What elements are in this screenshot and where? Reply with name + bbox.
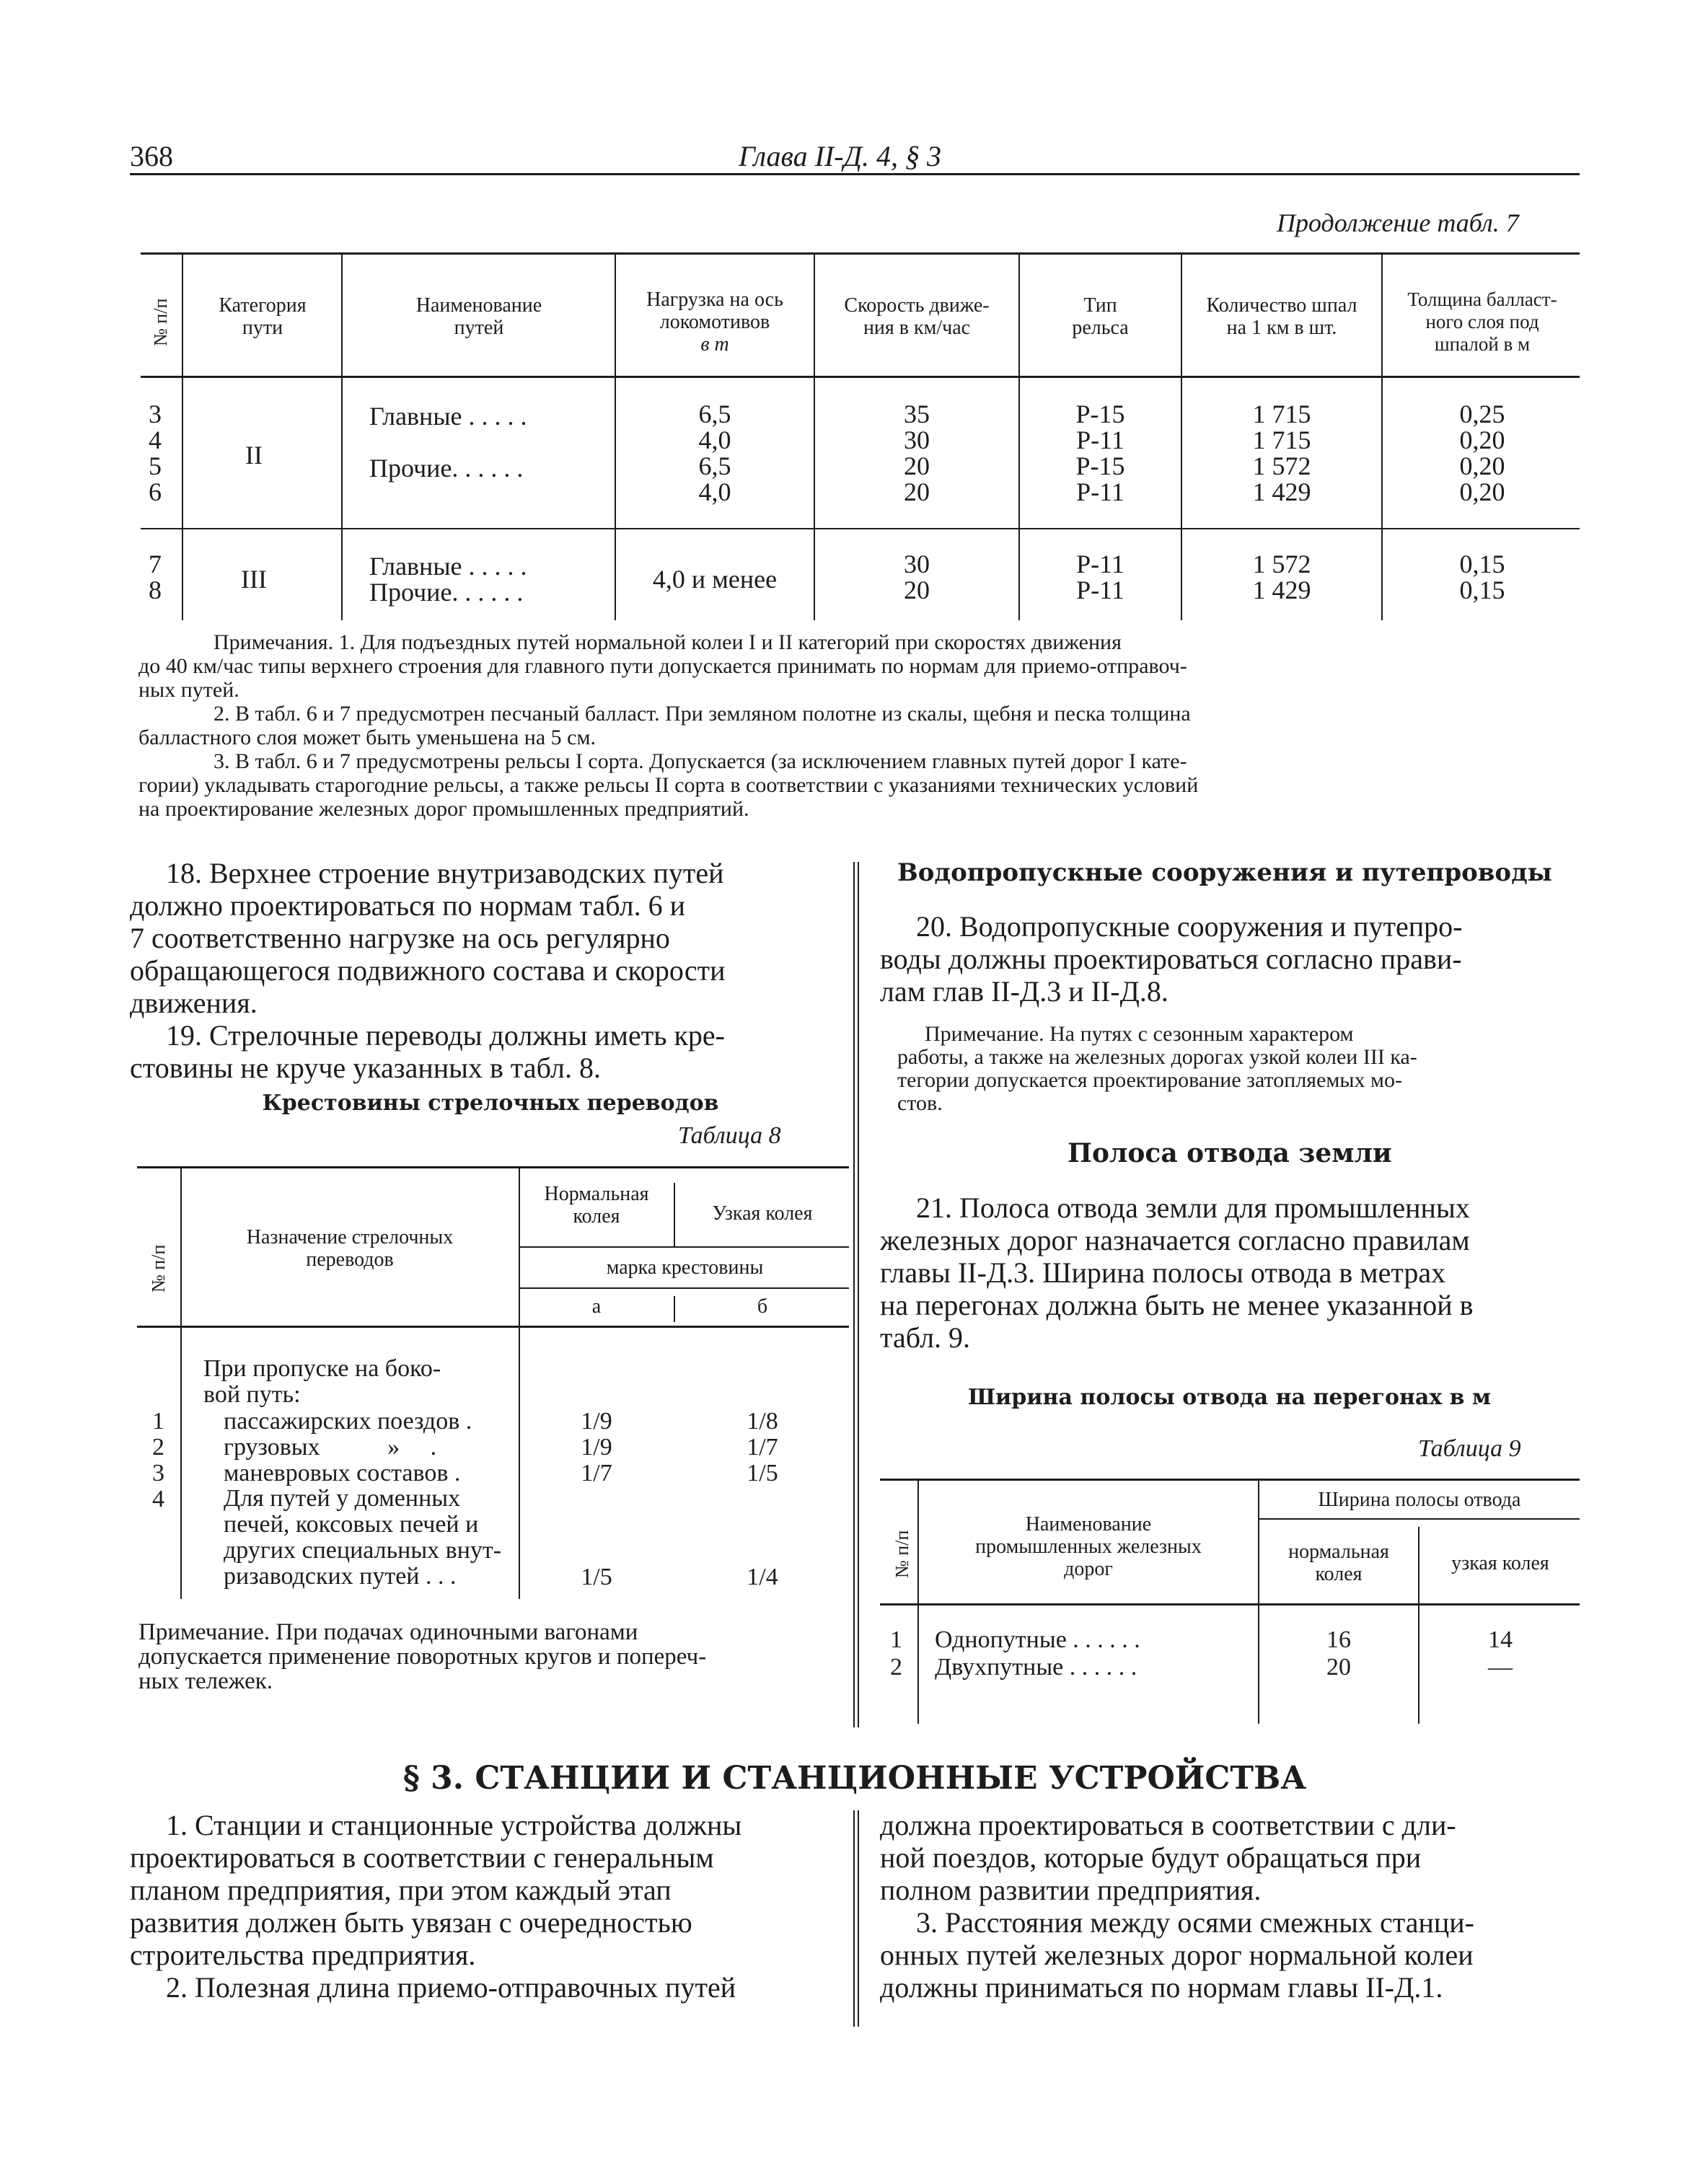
para21-line: на перегонах должна быть не менее указанной в <box>880 1289 1474 1321</box>
para20-line: воды должны проектироваться согласно прави- <box>880 943 1462 975</box>
table8-row-a: 1/7 <box>581 1460 612 1486</box>
table8-vline <box>674 1183 675 1248</box>
table8-head-rule <box>137 1326 849 1328</box>
table8-header-purpose-l1: Назначение стрелочных <box>246 1226 454 1248</box>
table7-ballast: 0,15 <box>1459 576 1505 604</box>
table8-row4-line: печей, коксовых печей и <box>224 1511 479 1538</box>
table7-rail: Р-11 <box>1076 576 1124 604</box>
table7-group1-name-other: Прочие. . . . . . <box>369 454 524 483</box>
table7-header-category-l1: Категория <box>219 294 307 317</box>
table9-top-rule <box>880 1479 1580 1481</box>
para21-line: табл. 9. <box>880 1321 971 1354</box>
table9-header-name <box>920 1513 1256 1580</box>
table7-header-speed-l1: Скорость движе- <box>844 294 990 317</box>
table7-speed: 20 <box>904 576 930 604</box>
table7-note-line: до 40 км/час типы верхнего строения для главного пути допускается принимать по нормам для приемо-отправоч- <box>138 654 1187 678</box>
table7-rail: Р-15 <box>1075 400 1125 428</box>
table9-row-normal: 20 <box>1326 1654 1351 1681</box>
table9-header-width: Ширина полосы отвода <box>1318 1489 1521 1511</box>
section3-left-line: развития должен быть увязан с очередностью <box>130 1906 692 1939</box>
table8-vline <box>180 1166 182 1599</box>
table8-header-purpose <box>183 1226 516 1271</box>
table7-header-sleepers <box>1184 294 1380 339</box>
table7-rail: Р-11 <box>1076 426 1124 454</box>
table8-title: Крестовины стрелочных переводов <box>262 1091 719 1116</box>
table7-header-ballast-l1: Толщина балласт- <box>1407 288 1557 310</box>
para21-line: железных дорог назначается согласно правилам <box>880 1224 1470 1256</box>
table7-sleepers: 1 572 <box>1252 452 1311 480</box>
table7-group-rule <box>141 528 1580 529</box>
table7-group1-ballast <box>1384 401 1580 505</box>
table7-load: 6,5 <box>698 400 731 428</box>
para20-line: 20. Водопропускные сооружения и путепро- <box>916 910 1463 943</box>
table8-intro <box>203 1356 441 1408</box>
table9-header-narrow: узкая колея <box>1451 1552 1549 1574</box>
table7-header-rail-l2: рельса <box>1072 317 1129 339</box>
table9-header-normal-l1: нормальная <box>1288 1541 1389 1563</box>
para19-line: стовины не круче указанных в табл. 8. <box>130 1052 601 1084</box>
column-divider <box>853 862 855 1727</box>
table7-group2-name-main: Главные . . . . . <box>369 552 527 581</box>
table9-row-no: 2 <box>890 1654 902 1681</box>
table7-vline <box>615 252 616 620</box>
para18-line: движения. <box>130 987 257 1019</box>
page-number: 368 <box>130 140 173 172</box>
table7-row-no: 7 <box>149 550 162 578</box>
section3-left-line: 1. Станции и станционные устройства должны <box>166 1809 742 1841</box>
heading-land-strip: Полоса отвода земли <box>1068 1138 1392 1168</box>
table7-sleepers: 1 715 <box>1252 426 1311 454</box>
table7-row-no: 4 <box>149 426 162 454</box>
table7-sleepers: 1 572 <box>1252 550 1311 578</box>
table7-group2-sleepers <box>1184 551 1380 603</box>
table8-row4-b: 1/4 <box>747 1564 778 1590</box>
table7-note-line: балластного слоя может быть уменьшена на 5 см. <box>138 726 596 749</box>
table8-row-a: 1/9 <box>581 1408 612 1435</box>
table8-row-a: 1/9 <box>581 1434 612 1461</box>
table8-intro-line: При пропуске на боко- <box>203 1355 441 1382</box>
table9-row-narrow: 14 <box>1488 1626 1513 1653</box>
table9-header-no: № п/п <box>892 1530 912 1578</box>
table9-title: Ширина полосы отвода на перегонах в м <box>968 1385 1492 1410</box>
table7-header-load <box>617 288 812 356</box>
section3-right-line: 3. Расстояния между осями смежных станци- <box>916 1906 1474 1939</box>
paragraph-18 <box>130 857 726 1019</box>
header-rule <box>130 173 1580 175</box>
table7-continuation-label: Продолжение табл. 7 <box>1277 208 1519 237</box>
table7-sleepers: 1 429 <box>1252 576 1311 604</box>
table7-load: 6,5 <box>698 452 731 480</box>
table7-sleepers: 1 715 <box>1252 400 1311 428</box>
table7-header-ballast-l2: ного слоя под <box>1425 311 1539 332</box>
table7-speed: 30 <box>904 550 930 578</box>
section3-right-line: должна проектироваться в соответствии с дли- <box>880 1809 1456 1841</box>
section3-right-line: полном развитии предприятия. <box>880 1874 1262 1906</box>
table7-header-ballast <box>1384 288 1580 356</box>
table7-header-category-l2: пути <box>242 317 283 339</box>
table8-row-b: 1/5 <box>747 1460 778 1486</box>
table8-row-no: 3 <box>152 1460 164 1486</box>
table7-header-sleepers-l1: Количество шпал <box>1206 294 1357 317</box>
table7-header-speed <box>816 294 1017 339</box>
note20-line: работы, а также на железных дорогах узкой колеи III ка- <box>897 1045 1417 1069</box>
table9-mid-rule <box>1258 1518 1580 1520</box>
table8-mid-rule <box>519 1246 849 1248</box>
table7-note-line: на проектирование железных дорог промышленных предприятий. <box>138 797 749 821</box>
table8-header-normal <box>521 1183 672 1228</box>
table8-header-purpose-l2: переводов <box>306 1248 394 1271</box>
paragraph-19 <box>130 1019 725 1084</box>
table9-row-name: Однопутные . . . . . . <box>935 1626 1140 1653</box>
section3-right-line: ной поездов, которые будут обращаться при <box>880 1841 1422 1874</box>
table7-top-rule <box>141 252 1580 255</box>
note20-line: Примечание. На путях с сезонным характером <box>925 1022 1354 1046</box>
table7-rail: Р-11 <box>1076 477 1124 506</box>
table8-row4-line: ризаводских путей . . . <box>224 1563 457 1590</box>
table8-vline <box>519 1166 520 1599</box>
table7-ballast: 0,20 <box>1459 452 1505 480</box>
paragraph-21 <box>880 1191 1474 1354</box>
table7-group1-loads <box>617 401 812 505</box>
table9-header-name-l1: Наименование <box>1025 1513 1152 1536</box>
table7-row-no: 5 <box>149 452 162 480</box>
table7-speed: 20 <box>904 452 930 480</box>
table7-speed: 35 <box>904 400 930 428</box>
table7-ballast: 0,15 <box>1459 550 1505 578</box>
note20-line: стов. <box>897 1091 943 1115</box>
table8-sub-b: б <box>757 1295 768 1318</box>
table8-header-normal-l1: Нормальная <box>544 1183 649 1205</box>
section3-left-line: планом предприятия, при этом каждый этап <box>130 1874 672 1906</box>
para21-line: главы II-Д.3. Ширина полосы отвода в метрах <box>880 1256 1446 1289</box>
table9-row-no: 1 <box>890 1626 902 1653</box>
table7-group2-category: III <box>241 565 267 594</box>
table7-ballast: 0,20 <box>1459 477 1505 506</box>
table8-row4-label <box>224 1486 501 1590</box>
table8-label: Таблица 8 <box>678 1122 781 1149</box>
table7-group2-ballast <box>1384 551 1580 603</box>
table7-ballast: 0,20 <box>1459 426 1505 454</box>
table7-header-load-l2: локомотивов <box>659 311 770 333</box>
table7-note-line: ных путей. <box>138 678 239 702</box>
table8-row-no: 1 <box>152 1408 164 1435</box>
section3-left-text <box>130 1809 741 2004</box>
para18-line: 18. Верхнее строение внутризаводских путей <box>166 857 724 889</box>
table7-header-name-l1: Наименование <box>415 294 542 317</box>
section3-right-line: должны приниматься по нормам главы II-Д.1. <box>880 1971 1443 2004</box>
table7-speed: 20 <box>904 477 930 506</box>
table9-row-normal: 16 <box>1326 1626 1351 1653</box>
table7-note-line: Примечания. 1. Для подъездных путей нормальной колеи I и II категорий при скоростях движения <box>214 630 1122 654</box>
note-20 <box>897 1023 1417 1115</box>
table7-group2-rails <box>1021 551 1179 603</box>
table8-row4-line: Для путей у доменных <box>224 1485 461 1512</box>
table8-subheader: марка крестовины <box>606 1256 764 1279</box>
note20-line: тегории допускается проектирование затопляемых мо- <box>897 1068 1403 1092</box>
table8-note <box>138 1620 706 1693</box>
table7-note-line: 2. В табл. 6 и 7 предусмотрен песчаный балласт. При земляном полотне из скалы, щебня и песка толщина <box>214 702 1191 726</box>
paragraph-20 <box>880 910 1462 1008</box>
table7-note-line: гории) укладывать старогодние рельсы, а также рельсы II сорта в соответствии с указаниями технических условий <box>138 773 1199 797</box>
table9-header-name-l3: дорог <box>1064 1558 1113 1580</box>
section3-divider <box>858 1810 859 2027</box>
column-divider <box>858 862 859 1727</box>
table7-row-no: 3 <box>149 400 162 428</box>
table7-vline <box>814 252 815 620</box>
table7-header-sleepers-l2: на 1 км в шт. <box>1226 317 1337 339</box>
table9-row-narrow: — <box>1488 1654 1513 1681</box>
para21-line: 21. Полоса отвода земли для промышленных <box>916 1191 1470 1224</box>
section3-left-line: 2. Полезная длина приемо-отправочных путей <box>166 1971 736 2004</box>
table7-group1-rails <box>1021 401 1179 505</box>
table7-header-name <box>345 294 613 339</box>
table8-note-line: ных тележек. <box>138 1668 273 1694</box>
table9-label: Таблица 9 <box>1418 1435 1521 1462</box>
table7-header-load-l1: Нагрузка на ось <box>646 288 783 311</box>
table8-row-b: 1/7 <box>747 1434 778 1461</box>
table7-header-ballast-l3: шпалой в м <box>1434 333 1531 355</box>
table8-row-label: грузовых » . <box>224 1434 437 1461</box>
table7-header-name-l2: путей <box>454 317 504 339</box>
table7-head-rule <box>141 376 1580 378</box>
table7-vline <box>1381 252 1383 620</box>
table7-group2-speeds <box>816 551 1017 603</box>
table9-vline <box>917 1479 919 1724</box>
table7-group2-load: 4,0 и менее <box>652 565 778 594</box>
table7-header-speed-l2: ния в км/час <box>863 317 971 339</box>
table7-load: 4,0 <box>698 426 731 454</box>
section-3-heading: § 3. СТАНЦИИ И СТАНЦИОННЫЕ УСТРОЙСТВА <box>402 1760 1307 1797</box>
section3-right-text <box>880 1809 1474 2004</box>
para18-line: должно проектироваться по нормам табл. 6 и <box>130 889 685 922</box>
table8-top-rule <box>137 1166 849 1168</box>
table8-row4-line: других специальных внут- <box>224 1537 502 1564</box>
table7-notes <box>138 630 1581 821</box>
table7-load: 4,0 <box>698 477 731 506</box>
table8-note-line: Примечание. При подачах одиночными вагонами <box>138 1619 638 1645</box>
table7-vline <box>1181 252 1182 620</box>
table8-row-label: пассажирских поездов . <box>224 1408 472 1435</box>
table8-header-narrow: Узкая колея <box>712 1202 813 1225</box>
para18-line: обращающегося подвижного состава и скорости <box>130 954 726 987</box>
table8-sub-a: а <box>591 1295 602 1318</box>
table7-sleepers: 1 429 <box>1252 477 1311 506</box>
para19-line: 19. Стрелочные переводы должны иметь кре- <box>166 1019 725 1052</box>
table7-header-rail <box>1021 294 1179 339</box>
para20-line: лам глав II-Д.3 и II-Д.8. <box>880 975 1168 1008</box>
table7-row-no: 8 <box>149 576 162 604</box>
table9-header-normal-l2: колея <box>1315 1563 1363 1585</box>
heading-culverts: Водопропускные сооружения и путепроводы <box>897 858 1552 887</box>
table8-row-b: 1/8 <box>747 1408 778 1435</box>
table7-ballast: 0,25 <box>1459 400 1505 428</box>
table7-header-category <box>186 294 339 339</box>
table8-note-line: допускается применение поворотных кругов и попереч- <box>138 1644 707 1670</box>
table8-header-normal-l2: колея <box>573 1205 620 1228</box>
table8-row-no: 2 <box>152 1434 164 1461</box>
table7-vline <box>182 252 183 620</box>
table8-row-label: маневровых составов . <box>224 1460 461 1486</box>
running-title: Глава II-Д. 4, § 3 <box>739 140 942 172</box>
table9-header-name-l2: промышленных железных <box>975 1536 1202 1558</box>
section3-left-line: проектироваться в соответствии с генеральным <box>130 1841 714 1874</box>
table7-rail: Р-15 <box>1075 452 1125 480</box>
table7-header-load-l3: в т <box>700 333 729 356</box>
table7-header-rail-l1: Тип <box>1083 294 1117 317</box>
table7-group1-nums <box>149 401 162 505</box>
table8-row4-a: 1/5 <box>581 1564 612 1590</box>
table7-group1-category: II <box>245 441 263 470</box>
table7-vline <box>341 252 343 620</box>
table7-group1-name-main: Главные . . . . . <box>369 402 527 431</box>
para18-line: 7 соответственно нагрузке на ось регулярно <box>130 922 670 954</box>
table8-vline <box>674 1296 675 1322</box>
section3-right-line: онных путей железных дорог нормальной колеи <box>880 1939 1474 1971</box>
table8-mid-rule <box>519 1287 849 1289</box>
table9-row-name: Двухпутные . . . . . . <box>935 1654 1137 1681</box>
table7-group1-speeds <box>816 401 1017 505</box>
section3-left-line: строительства предприятия. <box>130 1939 476 1971</box>
table9-vline <box>1258 1479 1259 1724</box>
table7-group1-sleepers <box>1184 401 1380 505</box>
table9-vline <box>1418 1527 1419 1724</box>
table7-group2-nums <box>149 551 162 603</box>
table7-vline <box>1018 252 1020 620</box>
table8-row-no: 4 <box>152 1486 164 1512</box>
table9-header-normal <box>1261 1541 1417 1585</box>
table8-intro-line: вой путь: <box>203 1381 301 1408</box>
table7-row-no: 6 <box>149 477 162 506</box>
section3-divider <box>853 1810 855 2027</box>
table7-rail: Р-11 <box>1076 550 1124 578</box>
table7-note-line: 3. В табл. 6 и 7 предусмотрены рельсы I сорта. Допускается (за исключением главных путей дорог I кате- <box>214 749 1187 773</box>
table8-header-no: № п/п <box>148 1244 169 1292</box>
table7-speed: 30 <box>904 426 930 454</box>
table9-head-rule <box>880 1603 1580 1605</box>
table7-group2-name-other: Прочие. . . . . . <box>369 578 524 607</box>
table7-header-no: № п/п <box>150 298 171 346</box>
